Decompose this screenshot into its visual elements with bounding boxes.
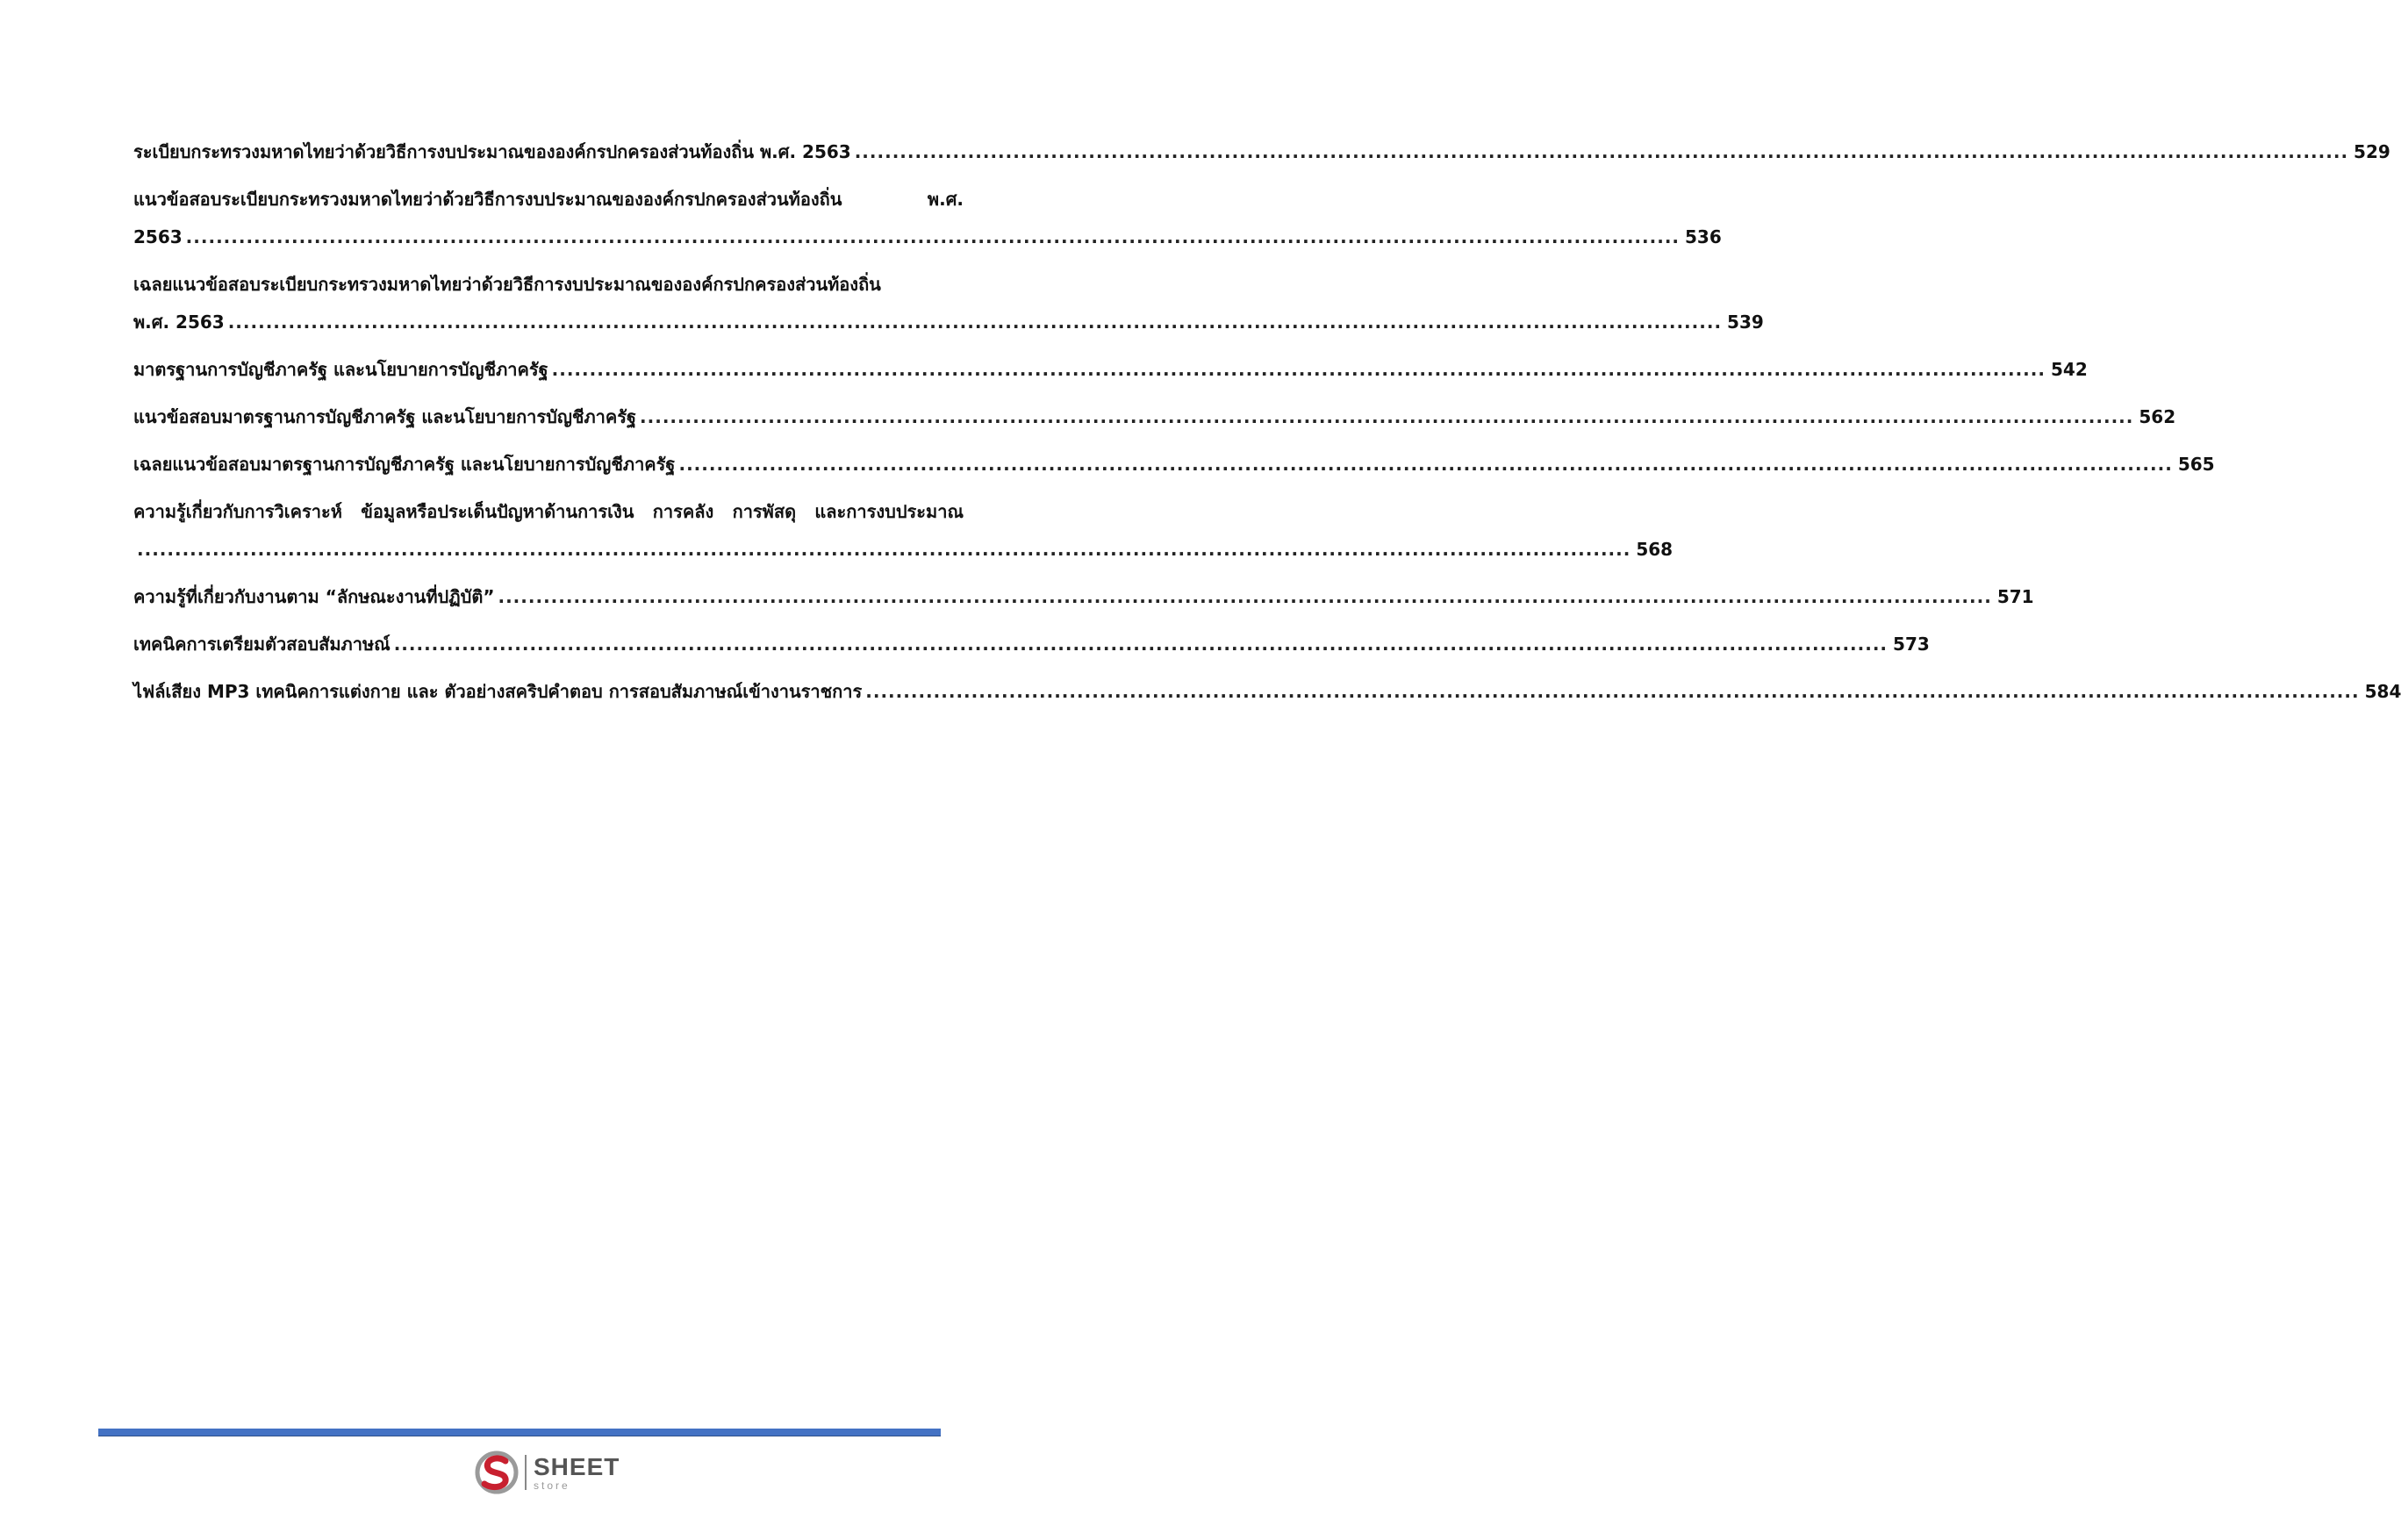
toc-entry[interactable] <box>133 673 2401 711</box>
toc-page-number: 562 <box>2139 406 2176 427</box>
toc-leader-dots: ...................................................................................................................................................................................................... <box>854 141 2349 162</box>
toc-page-number: 529 <box>2354 141 2390 162</box>
toc-page-number: 536 <box>1685 226 1722 247</box>
toc-entry-title: เฉลยแนวข้อสอบมาตรฐานการบัญชีภาครัฐ และนโยบายการบัญชีภาครัฐ <box>133 454 676 475</box>
toc-entry-title-line1: เฉลยแนวข้อสอบระเบียบกระทรวงมหาดไทยว่าด้วยวิธีการงบประมาณขององค์กรปกครองส่วนท้องถิ่น <box>133 274 881 295</box>
toc-entry[interactable] <box>133 133 2390 171</box>
toc-leader-dots: ...................................................................................................................................................................................................... <box>640 406 2134 427</box>
toc-page-number: 539 <box>1727 312 1764 333</box>
sheet-store-logo <box>474 1448 620 1497</box>
toc-entry[interactable] <box>133 351 2088 389</box>
s-logo-icon <box>474 1450 520 1495</box>
toc-entry[interactable] <box>133 626 1930 663</box>
toc-leader-dots: ...................................................................................................................................................................................................... <box>393 634 1889 655</box>
toc-leader-dots: ...................................................................................................................................................................................................... <box>137 539 1631 560</box>
logo-text-sub: store <box>534 1479 570 1492</box>
toc-entry[interactable] <box>133 493 1674 569</box>
toc-entry[interactable] <box>133 446 2215 483</box>
toc-leader-dots: ...................................................................................................................................................................................................... <box>551 359 2046 380</box>
table-of-contents <box>133 133 2401 720</box>
toc-page-number: 542 <box>2050 359 2088 380</box>
footer-divider-bar <box>98 1429 941 1436</box>
logo-text-main: SHEET <box>534 1452 620 1480</box>
toc-page-number: 573 <box>1893 634 1930 655</box>
toc-entry-title: ความรู้ที่เกี่ยวกับงานตาม “ลักษณะงานที่ปฏิบัติ” <box>133 586 495 607</box>
toc-leader-dots: ...................................................................................................................................................................................................... <box>498 586 1992 607</box>
toc-entry[interactable] <box>133 181 1722 256</box>
toc-page-number: 568 <box>1636 539 1674 560</box>
toc-entry-title-line2: 2563 <box>133 226 183 247</box>
logo-divider <box>525 1455 527 1490</box>
toc-entry-title: ไฟล์เสียง MP3 เทคนิคการแต่งกาย และ ตัวอย่างสคริปคำตอบ การสอบสัมภาษณ์เข้างานราชการ <box>133 681 863 702</box>
toc-leader-dots: ...................................................................................................................................................................................................... <box>678 454 2173 475</box>
toc-entry-title: แนวข้อสอบมาตรฐานการบัญชีภาครัฐ และนโยบายการบัญชีภาครัฐ <box>133 406 637 427</box>
toc-entry[interactable] <box>133 398 2176 436</box>
toc-entry-title: ระเบียบกระทรวงมหาดไทยว่าด้วยวิธีการงบประมาณขององค์กรปกครองส่วนท้องถิ่น พ.ศ. 2563 <box>133 141 851 162</box>
toc-entry-title: เทคนิคการเตรียมตัวสอบสัมภาษณ์ <box>133 634 391 655</box>
toc-page-number: 565 <box>2177 454 2215 475</box>
toc-entry-title-line2: พ.ศ. 2563 <box>133 312 225 333</box>
toc-entry[interactable] <box>133 578 2034 616</box>
toc-entry-title-line1: แนวข้อสอบระเบียบกระทรวงมหาดไทยว่าด้วยวิธีการงบประมาณขององค์กรปกครองส่วนท้องถิ่น พ.ศ. <box>133 189 964 210</box>
toc-page-number: 571 <box>1996 586 2034 607</box>
toc-page-number: 584 <box>2364 681 2401 702</box>
toc-entry-title: มาตรฐานการบัญชีภาครัฐ และนโยบายการบัญชีภาครัฐ <box>133 359 548 380</box>
toc-leader-dots: ...................................................................................................................................................................................................... <box>227 312 1723 333</box>
toc-entry-title-line1: ความรู้เกี่ยวกับการวิเคราะห์ ข้อมูลหรือประเด็นปัญหาด้านการเงิน การคลัง การพัสดุ และการงบประมาณ <box>133 501 964 522</box>
toc-leader-dots: ...................................................................................................................................................................................................... <box>185 226 1681 247</box>
toc-entry[interactable] <box>133 266 1764 341</box>
toc-leader-dots: ...................................................................................................................................................................................................... <box>865 681 2360 702</box>
